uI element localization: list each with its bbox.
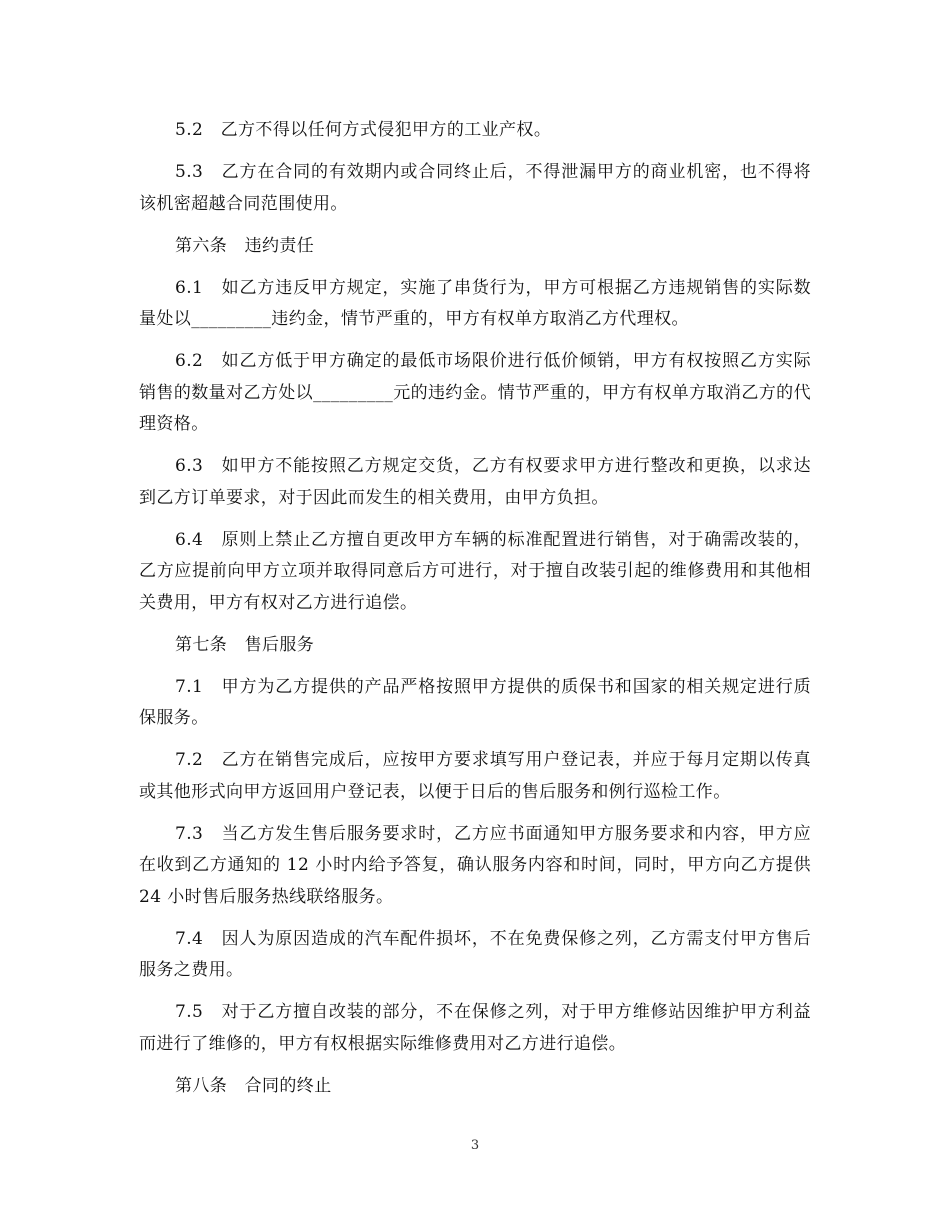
article-7-heading: 第七条 售后服务 (175, 634, 315, 655)
article-8-heading: 第八条 合同的终止 (175, 1075, 332, 1096)
clause-7-4: 7.4 因人为原因造成的汽车配件损坏，不在免费保修之列，乙方需支付甲方售后服务之费用。 (139, 928, 811, 980)
clause-7-3: 7.3 当乙方发生售后服务要求时，乙方应书面通知甲方服务要求和内容，甲方应在收到乙方通知的 12 小时内给予答复，确认服务内容和时间，同时，甲方向乙方提供 24 小时售后服务热线联络服务。 (139, 823, 817, 907)
clause-6-4: 6.4 原则上禁止乙方擅自更改甲方车辆的标准配置进行销售，对于确需改装的，乙方应提前向甲方立项并取得同意后方可进行，对于擅自改装引起的维修费用和其他相关费用，甲方有权对乙方进行追偿。 (139, 529, 811, 613)
clause-5-2: 5.2 乙方不得以任何方式侵犯甲方的工业产权。 (175, 120, 552, 140)
clause-5-3: 5.3 乙方在合同的有效期内或合同终止后，不得泄漏甲方的商业机密，也不得将该机密超越合同范围使用。 (139, 162, 811, 214)
clause-6-2: 6.2 如乙方低于甲方确定的最低市场限价进行低价倾销，甲方有权按照乙方实际销售的数量对乙方处以_________元的违约金。情节严重的，甲方有权单方取消乙方的代理资格。 (139, 351, 811, 434)
clause-6-1: 6.1 如乙方违反甲方规定，实施了串货行为，甲方可根据乙方违规销售的实际数量处以_________违约金，情节严重的，甲方有权单方取消乙方代理权。 (139, 277, 811, 329)
clause-7-1: 7.1 甲方为乙方提供的产品严格按照甲方提供的质保书和国家的相关规定进行质保服务。 (139, 676, 811, 728)
clause-6-3: 6.3 如甲方不能按照乙方规定交货，乙方有权要求甲方进行整改和更换，以求达到乙方订单要求，对于因此而发生的相关费用，由甲方负担。 (139, 456, 811, 508)
page-number: 3 (470, 1138, 480, 1153)
document-body (139, 115, 817, 1102)
clause-7-2: 7.2 乙方在销售完成后，应按甲方要求填写用户登记表，并应于每月定期以传真或其他形式向甲方返回用户登记表，以便于日后的售后服务和例行巡检工作。 (139, 750, 811, 802)
clause-7-5: 7.5 对于乙方擅自改装的部分，不在保修之列，对于甲方维修站因维护甲方利益而进行了维修的，甲方有权根据实际维修费用对乙方进行追偿。 (139, 1002, 811, 1054)
article-6-heading: 第六条 违约责任 (175, 235, 315, 256)
